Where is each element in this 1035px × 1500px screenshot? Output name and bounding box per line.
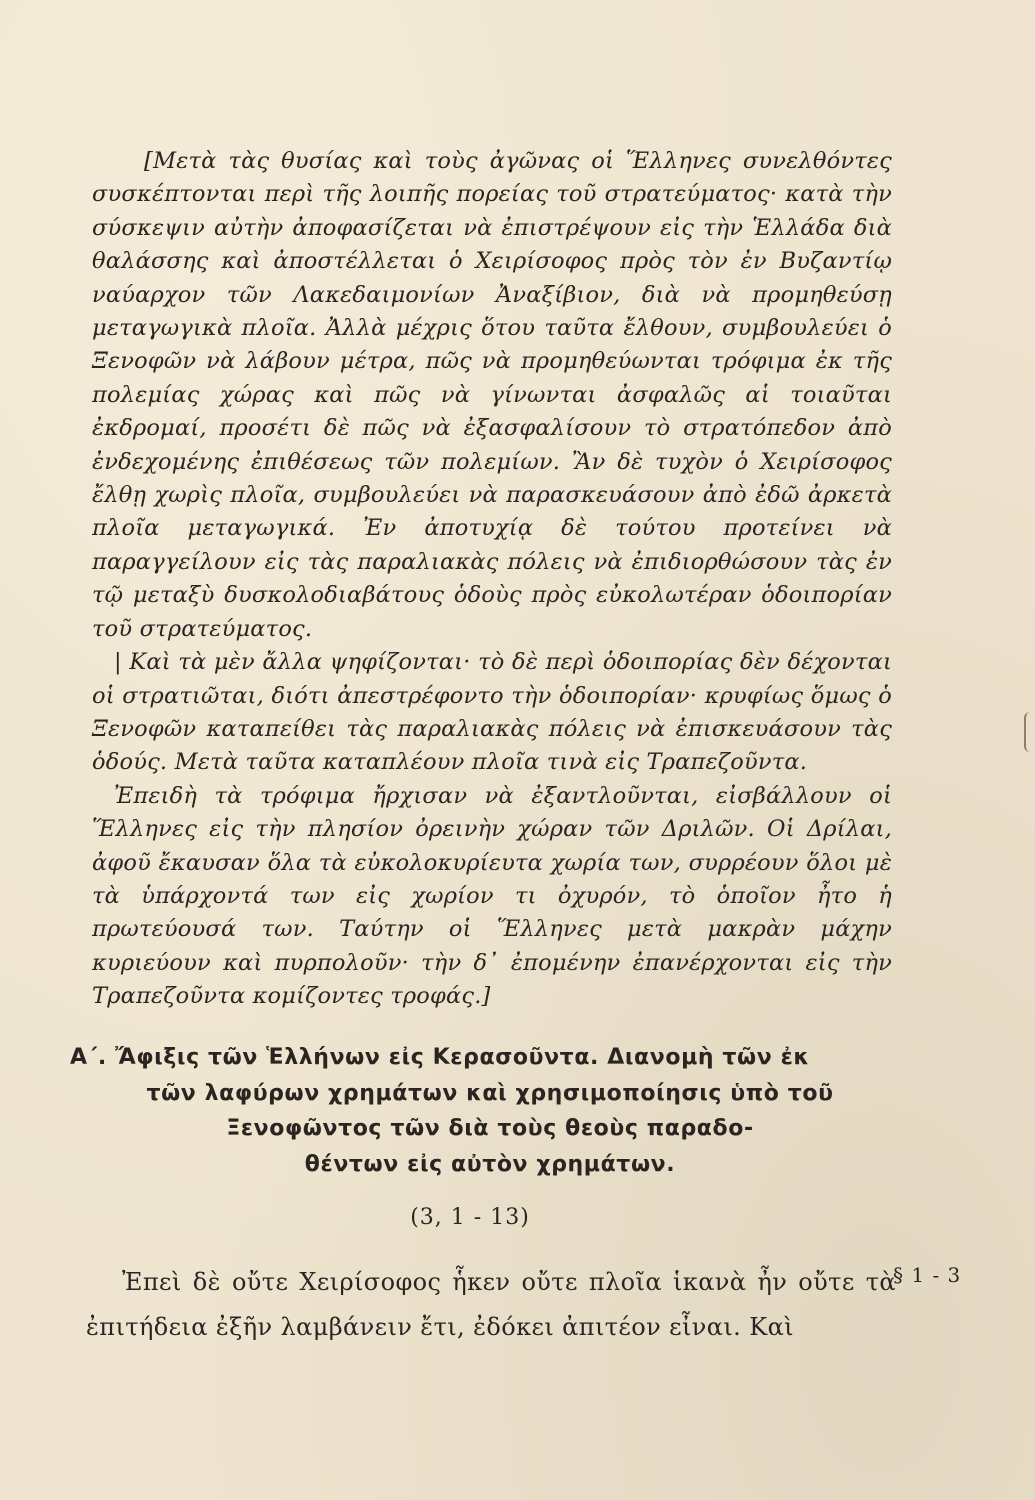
heading-line: θέντων εἰς αὐτὸν χρημάτων. — [304, 1151, 676, 1177]
summary-paragraph: [Μετὰ τὰς θυσίας καὶ τοὺς ἀγῶνας οἱ Ἕλληνες συνελθόντες συσκέπτονται περὶ τῆς λοιπῆς πορείας τοῦ στρατεύματος· κατὰ τὴν σύσκεψιν αὐτὴν ἀποφασίζεται νὰ ἐπιστρέψουν εἰς τὴν Ἑλλάδα διὰ θαλάσσης καὶ ἀποστέλλεται ὁ Χειρίσοφος πρὸς τὸν ἐν Βυζαντίῳ ναύαρχον τῶν Λακεδαιμονίων Ἀναξίβιον, διὰ νὰ προμηθεύσῃ μεταγωγικὰ πλοῖα. Ἀλλὰ μέχρις ὅτου ταῦτα ἔλθουν, συμβουλεύει ὁ Ξενοφῶν νὰ λάβουν μέτρα, πῶς νὰ προμηθεύωνται τρόφιμα ἐκ τῆς πολεμίας χώρας καὶ πῶς νὰ γίνωνται ἀσφαλῶς αἱ τοιαῦται ἐκδρομαί, προσέτι δὲ πῶς νὰ ἐξασφαλίσουν τὸ στρατόπεδον ἀπὸ ἐνδεχομένης ἐπιθέσεως τῶν πολεμίων. Ἂν δὲ τυχὸν ὁ Χειρίσοφος ἔλθῃ χωρὶς πλοῖα, συμβουλεύει νὰ παρασκευάσουν ἀπὸ ἐδῶ ἀρκετὰ πλοῖα μεταγωγικά. Ἐν ἀποτυχίᾳ δὲ τούτου προτείνει νὰ παραγγείλουν εἰς τὰς παραλιακὰς πόλεις νὰ ἐπιδιορθώσουν τὰς ἐν τῷ μεταξὺ δυσκολοδιαβάτους ὁδοὺς πρὸς εὐκολωτέραν ὁδοιπορίαν τοῦ στρατεύματος. — [92, 148, 892, 642]
summary-paragraph: | Καὶ τὰ μὲν ἄλλα ψηφίζονται· τὸ δὲ περὶ ὁδοιπορίας δὲν δέχονται οἱ στρατιῶται, διότι ἀπεστρέφοντο τὴν ὁδοιπορίαν· κρυφίως ὅμως ὁ Ξενοφῶν καταπείθει τὰς παραλιακὰς πόλεις νὰ ἐπισκευάσουν τὰς ὁδούς. Μετὰ ταῦτα καταπλέουν πλοῖα τινὰ εἰς Τραπεζοῦντα. — [92, 649, 892, 776]
heading-line: Ξενοφῶντος τῶν διὰ τοὺς θεοὺς παραδο- — [226, 1116, 754, 1141]
page-edge-mark — [1024, 712, 1032, 752]
paragraph-margin-note: § 1 - 3 — [893, 1263, 962, 1287]
section-reference: (3, 1 - 13) — [410, 1205, 530, 1230]
chapter-summary — [92, 145, 892, 1014]
ancient-text — [86, 1260, 896, 1350]
heading-line: τῶν λαφύρων χρημάτων καὶ χρησιμοποίησις ὑπὸ τοῦ — [146, 1080, 834, 1106]
section-heading — [60, 1040, 920, 1182]
heading-line: Α΄. Ἄφιξις τῶν Ἑλλήνων εἰς Κερασοῦντα. Διανομὴ τῶν ἐκ — [70, 1045, 810, 1070]
ancient-text-paragraph: Ἐπεὶ δὲ οὔτε Χειρίσοφος ἧκεν οὔτε πλοῖα ἱκανὰ ἦν οὔτε τὰ ἐπιτήδεια ἐξῆν λαμβάνειν ἔτι, ἐδόκει ἀπιτέον εἶναι. Καὶ — [86, 1268, 896, 1341]
summary-paragraph: Ἐπειδὴ τὰ τρόφιμα ἤρχισαν νὰ ἐξαντλοῦνται, εἰσβάλλουν οἱ Ἕλληνες εἰς τὴν πλησίον ὀρεινὴν χώραν τῶν Δριλῶν. Οἱ Δρίλαι, ἀφοῦ ἔκαυσαν ὅλα τὰ εὐκολοκυρίευτα χωρία των, συρρέουν ὅλοι μὲ τὰ ὑπάρχοντά των εἰς χωρίον τι ὀχυρόν, τὸ ὁποῖον ἦτο ἡ πρωτεύουσά των. Ταύτην οἱ Ἕλληνες μετὰ μακρὰν μάχην κυριεύουν καὶ πυρπολοῦν· τὴν δ᾽ ἐπομένην ἐπανέρχονται εἰς τὴν Τραπεζοῦντα κομίζοντες τροφάς.] — [92, 782, 892, 1010]
